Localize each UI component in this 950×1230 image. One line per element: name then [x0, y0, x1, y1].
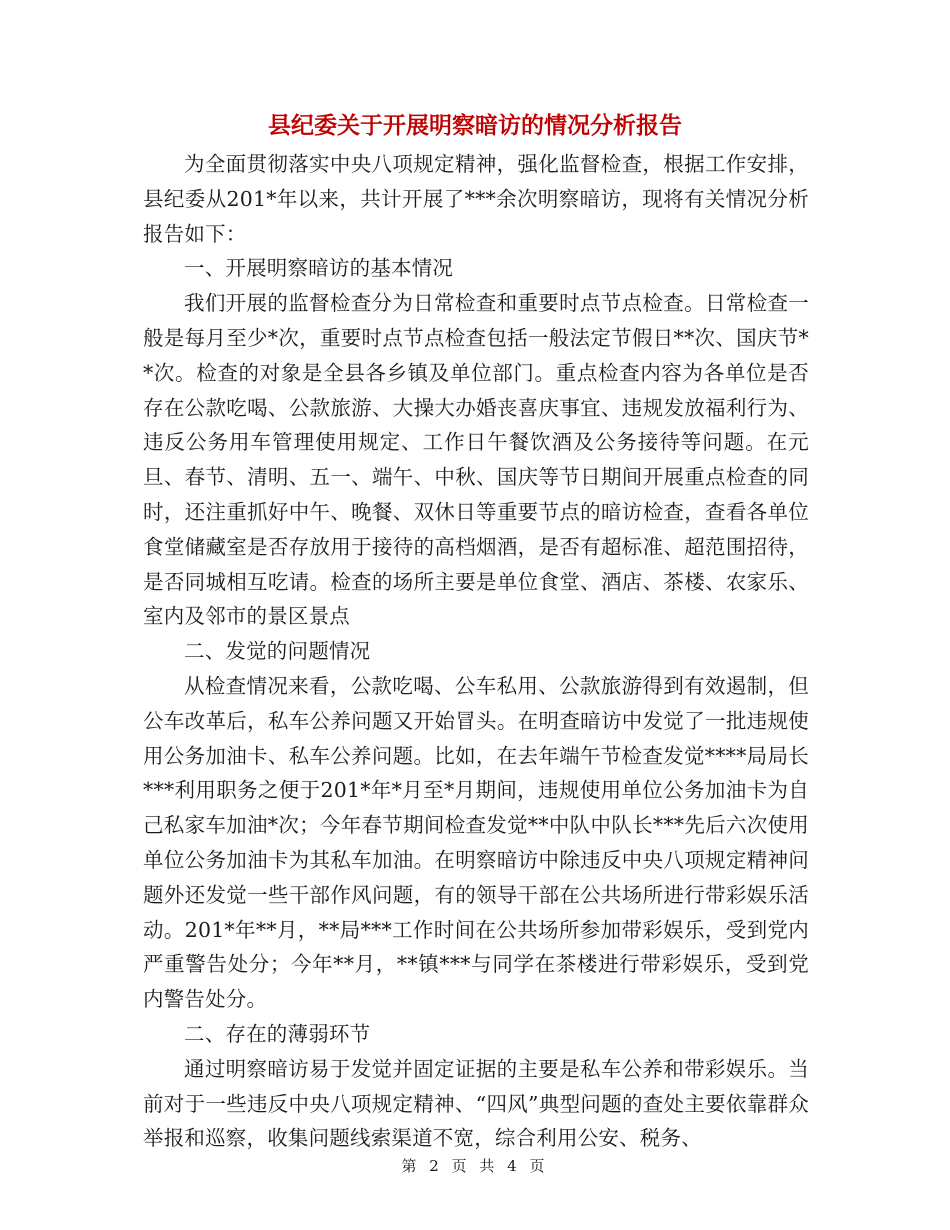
document-title: 县纪委关于开展明察暗访的情况分析报告 — [268, 112, 682, 139]
section-3-heading: 二、存在的薄弱环节 — [184, 1021, 371, 1046]
section-1-paragraph: 我们开展的监督检查分为日常检查和重要时点节点检查。日常检查一般是每月至少*次，重要时点节点检查包括一般法定节假日**次、国庆节**次。检查的对象是全县各乡镇及单位部门。重点检查内容为各单位是否存在公款吃喝、公款旅游、大操大办婚丧喜庆事宜、违规发放福利行为、违反公务用车管理使用规定、工作日午餐饮酒及公务接待等问题。在元旦、春节、清明、五一、端午、中秋、国庆等节日期间开展重点检查的同时，还注重抓好中午、晚餐、双休日等重要节点的暗访检查，查看各单位食堂储藏室是否存放用于接待的高档烟酒，是否有超标准、超范围招待，是否同城相互吃请。检查的场所主要是单位食堂、酒店、茶楼、农家乐、室内及邻市的景区景点 — [143, 291, 809, 629]
page-number-footer: 第 2 页 共 4 页 — [401, 1157, 549, 1175]
section-3-paragraph: 通过明察暗访易于发觉并固定证据的主要是私车公养和带彩娱乐。当前对于一些违反中央八项规定精神、“四风”典型问题的查处主要依靠群众举报和巡察，收集问题线索渠道不宽，综合利用公安、税务、 — [143, 1056, 809, 1151]
section-2-heading: 二、发觉的问题情况 — [184, 639, 371, 664]
section-1-heading: 一、开展明察暗访的基本情况 — [184, 256, 454, 281]
intro-paragraph: 为全面贯彻落实中央八项规定精神，强化监督检查，根据工作安排，县纪委从201*年以来，共计开展了***余次明察暗访，现将有关情况分析报告如下： — [143, 152, 809, 246]
section-2-paragraph: 从检查情况来看，公款吃喝、公车私用、公款旅游得到有效遏制，但公车改革后，私车公养问题又开始冒头。在明查暗访中发觉了一批违规使用公务加油卡、私车公养问题。比如，在去年端午节检查发觉****局局长***利用职务之便于201*年*月至*月期间，违规使用单位公务加油卡为自己私家车加油*次；今年春节期间检查发觉**中队中队长***先后六次使用单位公务加油卡为其私车加油。在明察暗访中除违反中央八项规定精神问题外还发觉一些干部作风问题，有的领导干部在公共场所进行带彩娱乐活动。201*年**月，**局***工作时间在公共场所参加带彩娱乐，受到党内严重警告处分；今年**月，**镇***与同学在茶楼进行带彩娱乐，受到党内警告处分。 — [143, 673, 809, 1012]
document-body — [143, 147, 809, 1156]
